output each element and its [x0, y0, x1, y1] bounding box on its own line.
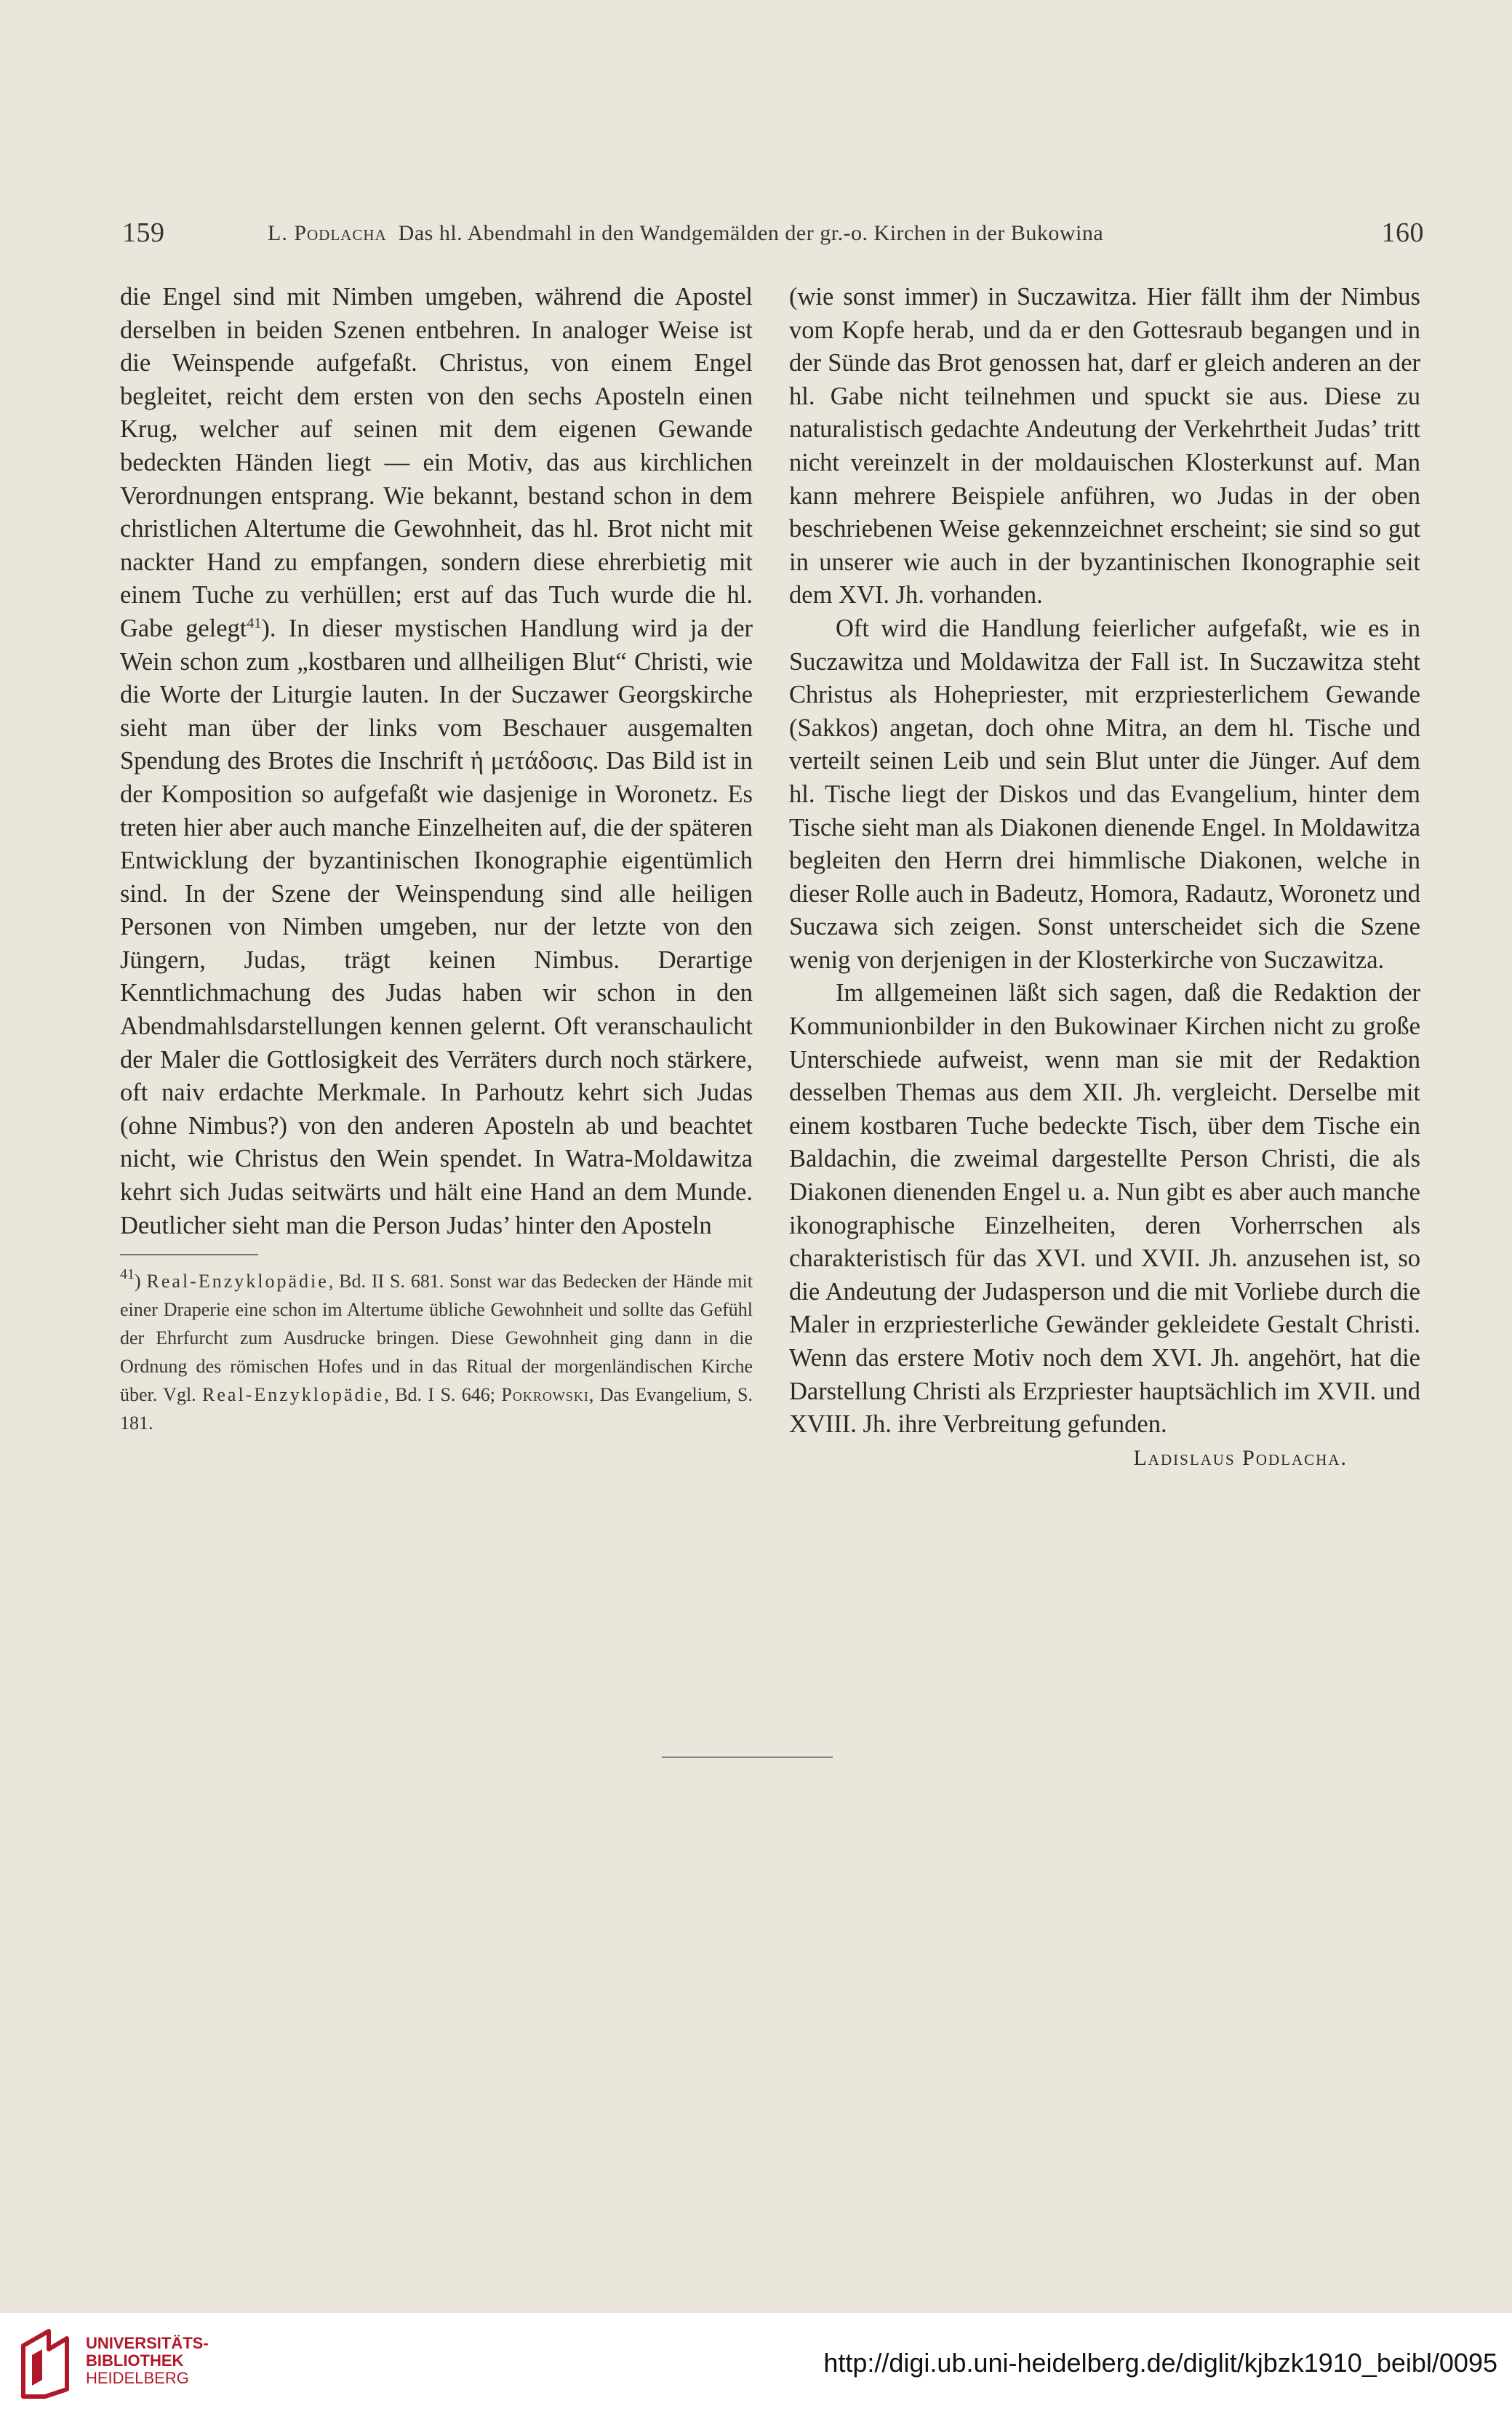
page-header: [122, 217, 1424, 260]
logo-line-3: HEIDELBERG: [86, 2369, 189, 2387]
library-logo-text: [86, 2335, 209, 2387]
running-title: [268, 221, 1103, 246]
end-rule: [662, 1756, 833, 1758]
logo-line-1: UNIVERSITÄTS-: [86, 2334, 209, 2352]
footnote-text-b: , Bd. II S. 681. Sonst war das Bedecken der Hände mit einer Draperie eine schon im Altertume übliche Gewohnheit und sollte das Gefühl der Ehrfurcht zum Ausdrucke bringen. Diese Gewohnheit ging dann in die Ordnung des römischen Hofes und in das Ritual der morgenländischen Kirche über. Vgl.: [120, 1271, 753, 1406]
left-paragraph-1-part-a: die Engel sind mit Nimben umgeben, während die Apostel derselben in beiden Szenen entbehren. In analoger Weise ist die Weinspende aufgefaßt. Christus, von einem Engel begleitet, reicht dem ersten von den sechs Aposteln einen Krug, welcher auf seinen mit dem eigenen Gewande bedeckten Händen liegt — ein Motiv, das aus kirchlichen Verordnungen entsprang. Wie bekannt, bestand schon in dem christlichen Altertume die Gewohnheit, das hl. Brot nicht mit nackter Hand zu empfangen, sondern diese ehrerbietig mit einem Tuche zu verhüllen; erst auf das Tuch wurde die hl. Gabe gelegt: [120, 283, 753, 642]
running-title-author: L. Podlacha: [268, 221, 387, 245]
page-number-left: 159: [122, 217, 165, 248]
left-paragraph-1: [120, 281, 753, 1242]
logo-line-2: BIBLIOTHEK: [86, 2351, 184, 2370]
library-logo-icon: [16, 2327, 74, 2400]
right-column: [789, 281, 1420, 1474]
right-paragraph-1: (wie sonst immer) in Suczawitza. Hier fällt ihm der Nimbus vom Kopfe herab, und da er den Gottesraub begangen und in der Sünde das Brot genossen hat, darf er gleich anderen an der hl. Gabe nicht teilnehmen und spuckt sie aus. Diese zu naturalistisch gedachte Andeutung der Verkehrtheit Judas’ tritt nicht vereinzelt in der moldauischen Klosterkunst auf. Man kann mehrere Beispiele anführen, wo Judas in der oben beschriebenen Weise gekennzeichnet erscheint; sie sind so gut in unserer wie auch in der byzantinischen Ikonographie seit dem XVI. Jh. vorhanden.: [789, 283, 1420, 610]
footnote-text-c: , Bd. I S. 646;: [384, 1384, 502, 1406]
digital-copy-link[interactable]: http://digi.ub.uni-heidelberg.de/diglit/kjbzk1910_beibl/0095: [823, 2348, 1497, 2378]
right-paragraph-3: Im allgemeinen läßt sich sagen, daß die Redaktion der Kommunionbilder in den Bukowinaer Kirchen nicht zu große Unterschiede aufweist, wenn man sie mit der Redaktion desselben Themas aus dem XII. Jh. vergleicht. Derselbe mit einem kostbaren Tuche bedeckte Tisch, über dem Tische ein Baldachin, die zweimal dargestellte Person Christi, die als Diakonen dienenden Engel u. a. Nun gibt es aber auch manche ikonographische Einzelheiten, deren Vorherrschen als charakteristisch für das XVI. und XVII. Jh. anzusehen ist, so die Andeutung der Judasperson und die mit Vorliebe durch die Maler in erzpriesterliche Gewänder gekleidete Gestalt Christi. Wenn das erstere Motiv noch dem XVI. Jh. angehört, hat die Darstellung Christi als Erzpriester hauptsächlich im XVII. und XVIII. Jh. ihre Verbreitung gefunden.: [789, 979, 1420, 1439]
footnote-text-d: , Das Evangelium, S. 181.: [120, 1384, 753, 1434]
footnote-number: 41: [120, 1266, 135, 1283]
footnote-source-2: Real-Enzyklopädie: [202, 1384, 385, 1406]
footnote-text-a: ): [135, 1271, 147, 1292]
page-number-right: 160: [1381, 217, 1424, 248]
digitization-footer: [0, 2313, 1512, 2430]
left-column: [120, 281, 753, 1437]
author-signature: Ladislaus Podlacha.: [1133, 1445, 1348, 1470]
left-paragraph-1-part-b: ). In dieser mystischen Handlung wird ja der Wein schon zum „kostbaren und allheiligen Blut“ Christi, wie die Worte der Liturgie lauten. In der Suczawer Georgskirche sieht man über der links vom Beschauer ausgemalten Spendung des Brotes die Inschrift ἡ μετάδοσις. Das Bild ist in der Komposition so aufgefaßt wie dasjenige in Woronetz. Es treten hier aber auch manche Einzelheiten auf, die der späteren Entwicklung der byzantinischen Ikonographie eigentümlich sind. In der Szene der Weinspendung sind alle heiligen Personen von Nimben umgeben, nur der letzte von den Jüngern, Judas, trägt keinen Nimbus. Derartige Kenntlichmachung des Judas haben wir schon in den Abendmahlsdarstellungen kennen gelernt. Oft veranschaulicht der Maler die Gottlosigkeit des Verräters durch noch stärkere, oft naiv erdachte Merkmale. In Parhoutz kehrt sich Judas (ohne Nimbus?) von den anderen Aposteln ab und beachtet nicht, wie Christus den Wein spendet. In Watra-Moldawitza kehrt sich Judas seitwärts und hält eine Hand an dem Munde. Deutlicher sieht man die Person Judas’ hinter den Aposteln: [120, 614, 753, 1239]
right-paragraph-2: Oft wird die Handlung feierlicher aufgefaßt, wie es in Suczawitza und Moldawitza der Fall ist. In Suczawitza steht Christus als Hohepriester, mit erzpriesterlichem Gewande (Sakkos) angetan, doch ohne Mitra, an dem hl. Tische und verteilt seinen Leib und sein Blut unter die Jünger. Auf dem hl. Tische liegt der Diskos und das Evangelium, hinter dem Tische sieht man als Diakonen dienende Engel. In Moldawitza begleiten den Herrn drei himmlische Diakonen, welche in dieser Rolle auch in Badeutz, Homora, Radautz, Woronetz und Suczawa sich zeigen. Sonst unterscheidet sich die Szene wenig von derjenigen in der Klosterkirche von Suczawitza.: [789, 614, 1420, 974]
footnote-41: [120, 1267, 753, 1437]
footnote-separator: [120, 1254, 258, 1255]
footnote-reference: 41: [247, 615, 262, 631]
footnote-source-1: Real-Enzyklopädie: [146, 1271, 329, 1292]
footnote-author: Pokrowski: [501, 1384, 589, 1406]
running-title-text: Das hl. Abendmahl in den Wandgemälden der gr.-o. Kirchen in der Bukowina: [398, 221, 1104, 245]
